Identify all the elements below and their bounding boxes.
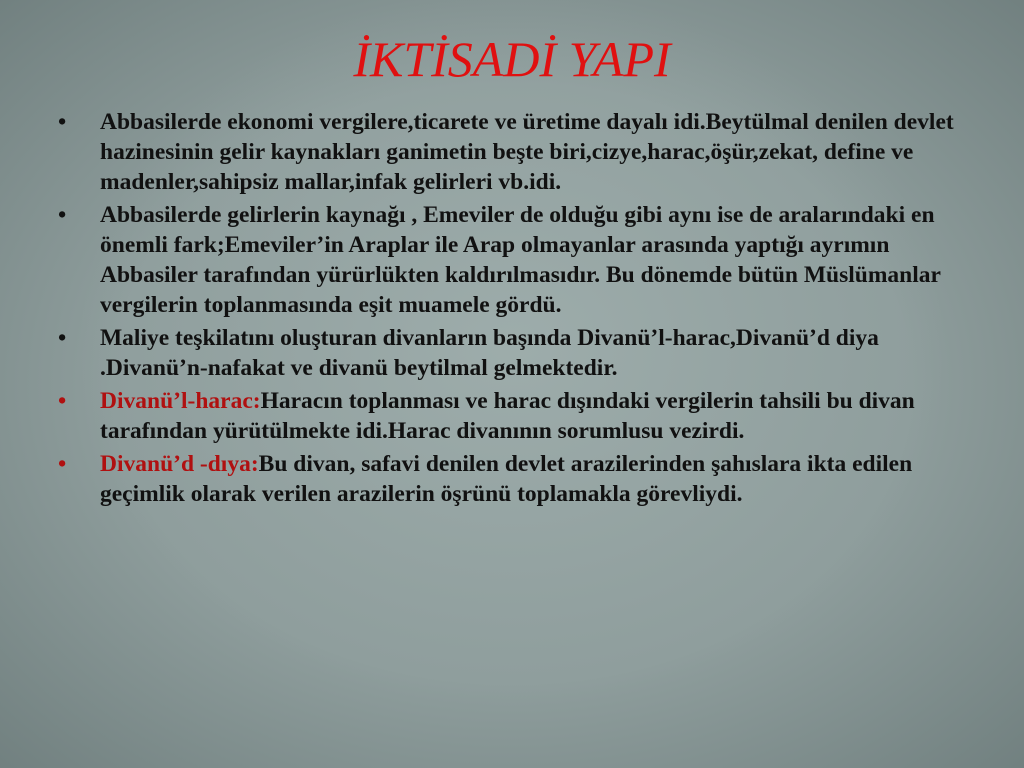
bullet-icon: • [58, 388, 67, 414]
bullet-item [58, 449, 958, 509]
bullet-text: Abbasilerde gelirlerin kaynağı , Emeviler de olduğu gibi aynı ise de aralarındaki en önemli fark;Emeviler’in Araplar ile Arap olmayanlar arasında yaptığı ayrımın Abbasiler tarafından yürürlükten kaldırılmasıdır. Bu dönemde bütün Müslümanlar vergilerin toplanmasında eşit muamele gördü. [100, 202, 941, 318]
bullet-text: Abbasilerde ekonomi vergilere,ticarete ve üretime dayalı idi.Beytülmal denilen devlet hazinesinin gelir kaynakları ganimetin beşte biri,cizye,harac,öşür,zekat, define ve madenler,sahipsiz mallar,infak gelirleri vb.idi. [100, 109, 954, 195]
bullet-lead-term: Divanü’l-harac: [100, 388, 261, 414]
bullet-item [58, 200, 958, 320]
bullet-item [58, 107, 958, 197]
bullet-icon: • [58, 109, 67, 135]
bullet-item [58, 323, 958, 383]
bullet-text: Bu divan, safavi denilen devlet arazilerinden şahıslara ikta edilen geçimlik olarak verilen arazilerin öşrünü toplamakla görevliydi. [100, 451, 913, 507]
bullet-list [58, 107, 958, 512]
bullet-icon: • [58, 202, 67, 228]
bullet-lead-term: Divanü’d -dıya: [100, 451, 259, 477]
bullet-text: Maliye teşkilatını oluşturan divanların başında Divanü’l-harac,Divanü’d diya .Divanü’n-nafakat ve divanü beytilmal gelmektedir. [100, 325, 879, 381]
bullet-text: Haracın toplanması ve harac dışındaki vergilerin tahsili bu divan tarafından yürütülmekte idi.Harac divanının sorumlusu vezirdi. [100, 388, 915, 444]
bullet-item [58, 386, 958, 446]
slide-title: İKTİSADİ YAPI [353, 31, 671, 87]
bullet-icon: • [58, 451, 67, 477]
bullet-icon: • [58, 325, 67, 351]
